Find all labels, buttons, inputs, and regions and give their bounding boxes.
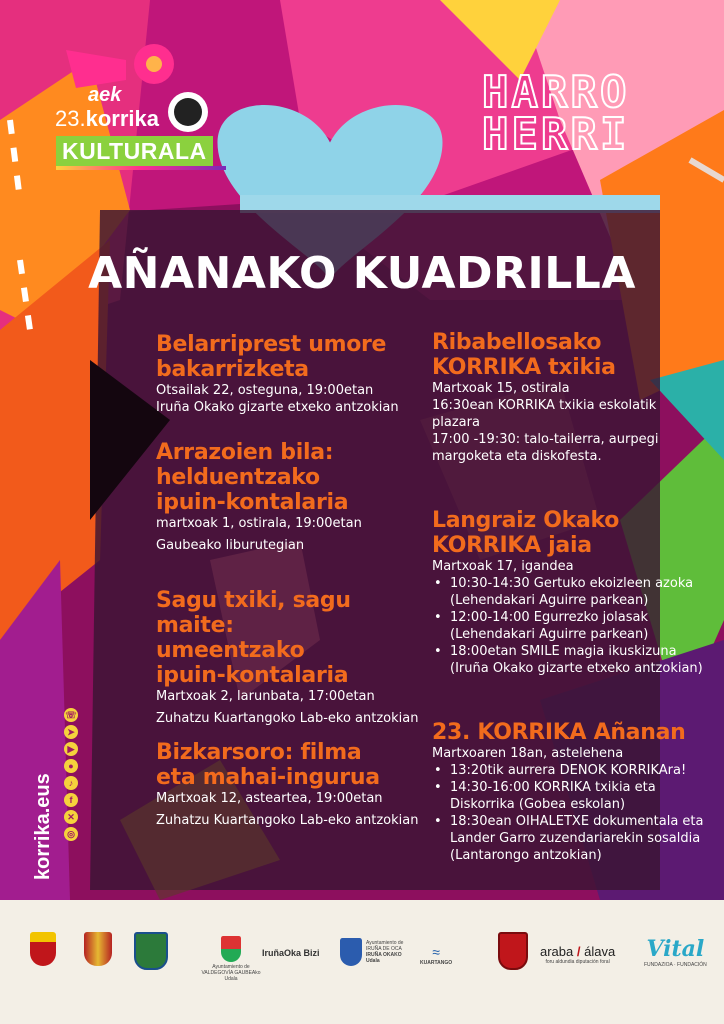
event-date: Martxoak 15, ostirala	[432, 381, 570, 396]
kuartango-logo: ≈ KUARTANGO	[420, 944, 453, 966]
event-venue: Zuhatzu Kuartangoko Lab-eko antzokian	[156, 711, 419, 726]
event-date: Martxoaren 18an, astelehena	[432, 746, 624, 761]
event-title: Belarriprest umore	[156, 332, 387, 357]
flickr-icon[interactable]: ●	[64, 759, 78, 773]
event-title: helduentzako	[156, 465, 320, 490]
page-title: AÑANAKO KUADRILLA	[88, 248, 636, 299]
event-title: eta mahai-ingurua	[156, 765, 380, 790]
event-bullet: • 10:30-14:30 Gertuko ekoizleen azoka (Lehendakari Aguirre parkean)	[432, 575, 714, 609]
municipality-shield-logo	[498, 932, 528, 970]
social-icons	[64, 708, 78, 841]
event-date: Otsailak 22, osteguna, 19:00etan	[156, 383, 374, 398]
event-title: ipuin-kontalaria	[156, 490, 349, 515]
event-venue: Iruña Okako gizarte etxeko antzokian	[156, 400, 399, 415]
iruna-bizi-logo: IruñaOka Bizi	[262, 948, 320, 958]
event-bullet: • 18:00etan SMILE magia ikuskizuna (Iruña Okako gizarte etxeko antzokian)	[432, 643, 714, 677]
event-block	[156, 740, 426, 829]
municipality-shield-logo	[84, 932, 112, 966]
event-bullet: • 13:20tik aurrera DENOK KORRIKAra!	[432, 762, 714, 779]
event-detail: 17:00 -19:30: talo-tailerra, aurpegi	[432, 432, 659, 447]
event-title: Langraiz Okako	[432, 508, 620, 533]
municipality-shield-logo	[134, 932, 168, 970]
facebook-icon[interactable]: f	[64, 793, 78, 807]
event-date: Martxoak 17, igandea	[432, 559, 574, 574]
whatsapp-icon[interactable]: ☏	[65, 710, 77, 720]
event-title: Sagu txiki, sagu maite:	[156, 588, 351, 638]
event-detail: margoketa eta diskofesta.	[432, 449, 602, 464]
instagram-icon[interactable]: ◎	[64, 827, 78, 841]
telegram-icon[interactable]: ➤	[64, 725, 78, 739]
event-date: Martxoak 12, asteartea, 19:00etan	[156, 791, 383, 806]
event-bullet: • 12:00-14:00 Egurrezko jolasak (Lehendakari Aguirre parkean)	[432, 609, 714, 643]
event-block	[156, 440, 426, 588]
edition-number: 23.korrika	[55, 106, 159, 131]
vital-foundation-logo: Vital FUNDAZIOA · FUNDACIÓN	[644, 936, 707, 968]
event-title: 23. KORRIKA Añanan	[432, 720, 686, 745]
vinyl-record-icon	[168, 92, 208, 132]
event-detail: 16:30ean KORRIKA txikia eskolatik	[432, 398, 657, 413]
harro-herri-logo: HARRO HERRI	[482, 67, 630, 160]
event-detail: plazara	[432, 415, 480, 430]
event-title: Arrazoien bila:	[156, 440, 334, 465]
youtube-icon[interactable]: ▶	[64, 742, 78, 756]
aek-logo: aek	[88, 84, 122, 106]
event-title: ipuin-kontalaria	[156, 663, 349, 688]
events-right-column	[432, 330, 714, 864]
event-title: Ribabellosako	[432, 330, 602, 355]
event-block	[432, 508, 714, 720]
event-date: martxoak 1, ostirala, 19:00etan	[156, 516, 362, 531]
event-venue: Gaubeako liburutegian	[156, 538, 305, 553]
event-title: umeentzako	[156, 638, 305, 663]
tiktok-icon[interactable]: ♪	[64, 776, 78, 790]
event-block	[432, 720, 714, 864]
kulturala-label: KULTURALA	[56, 136, 213, 167]
valdegovia-logo: Ayuntamiento de VALDEGOVÍA GAUBEAko Udala	[196, 936, 266, 982]
korrika-wordmark: korrika	[85, 106, 159, 131]
event-block	[432, 330, 714, 508]
araba-alava-logo: araba / álava foru aldundia diputación foral	[540, 944, 616, 965]
color-stripe	[56, 166, 226, 170]
event-title: Bizkarsoro: filma	[156, 740, 362, 765]
event-title: KORRIKA jaia	[432, 533, 592, 558]
iruna-oca-logo: Ayuntamiento de IRUÑA DE OCA IRUÑA OKAKO Udala	[340, 938, 414, 966]
events-left-column	[156, 332, 426, 829]
event-date: Martxoak 2, larunbata, 17:00etan	[156, 689, 375, 704]
event-title: KORRIKA txikia	[432, 355, 616, 380]
event-bullet: • 14:30-16:00 KORRIKA txikia eta Diskorrika (Gobea eskolan)	[432, 779, 714, 813]
event-title: bakarrizketa	[156, 357, 309, 382]
municipality-shield-logo	[30, 932, 56, 966]
event-block	[156, 588, 426, 740]
website-link[interactable]: korrika.eus	[32, 773, 54, 880]
event-venue: Zuhatzu Kuartangoko Lab-eko antzokian	[156, 813, 419, 828]
event-bullet: • 18:30ean OIHALETXE dokumentala eta Lander Garro zuzendariarekin sosaldia (Lantarongo antzokian)	[432, 813, 714, 864]
x-icon[interactable]: ✕	[64, 810, 78, 824]
event-block	[156, 332, 426, 440]
